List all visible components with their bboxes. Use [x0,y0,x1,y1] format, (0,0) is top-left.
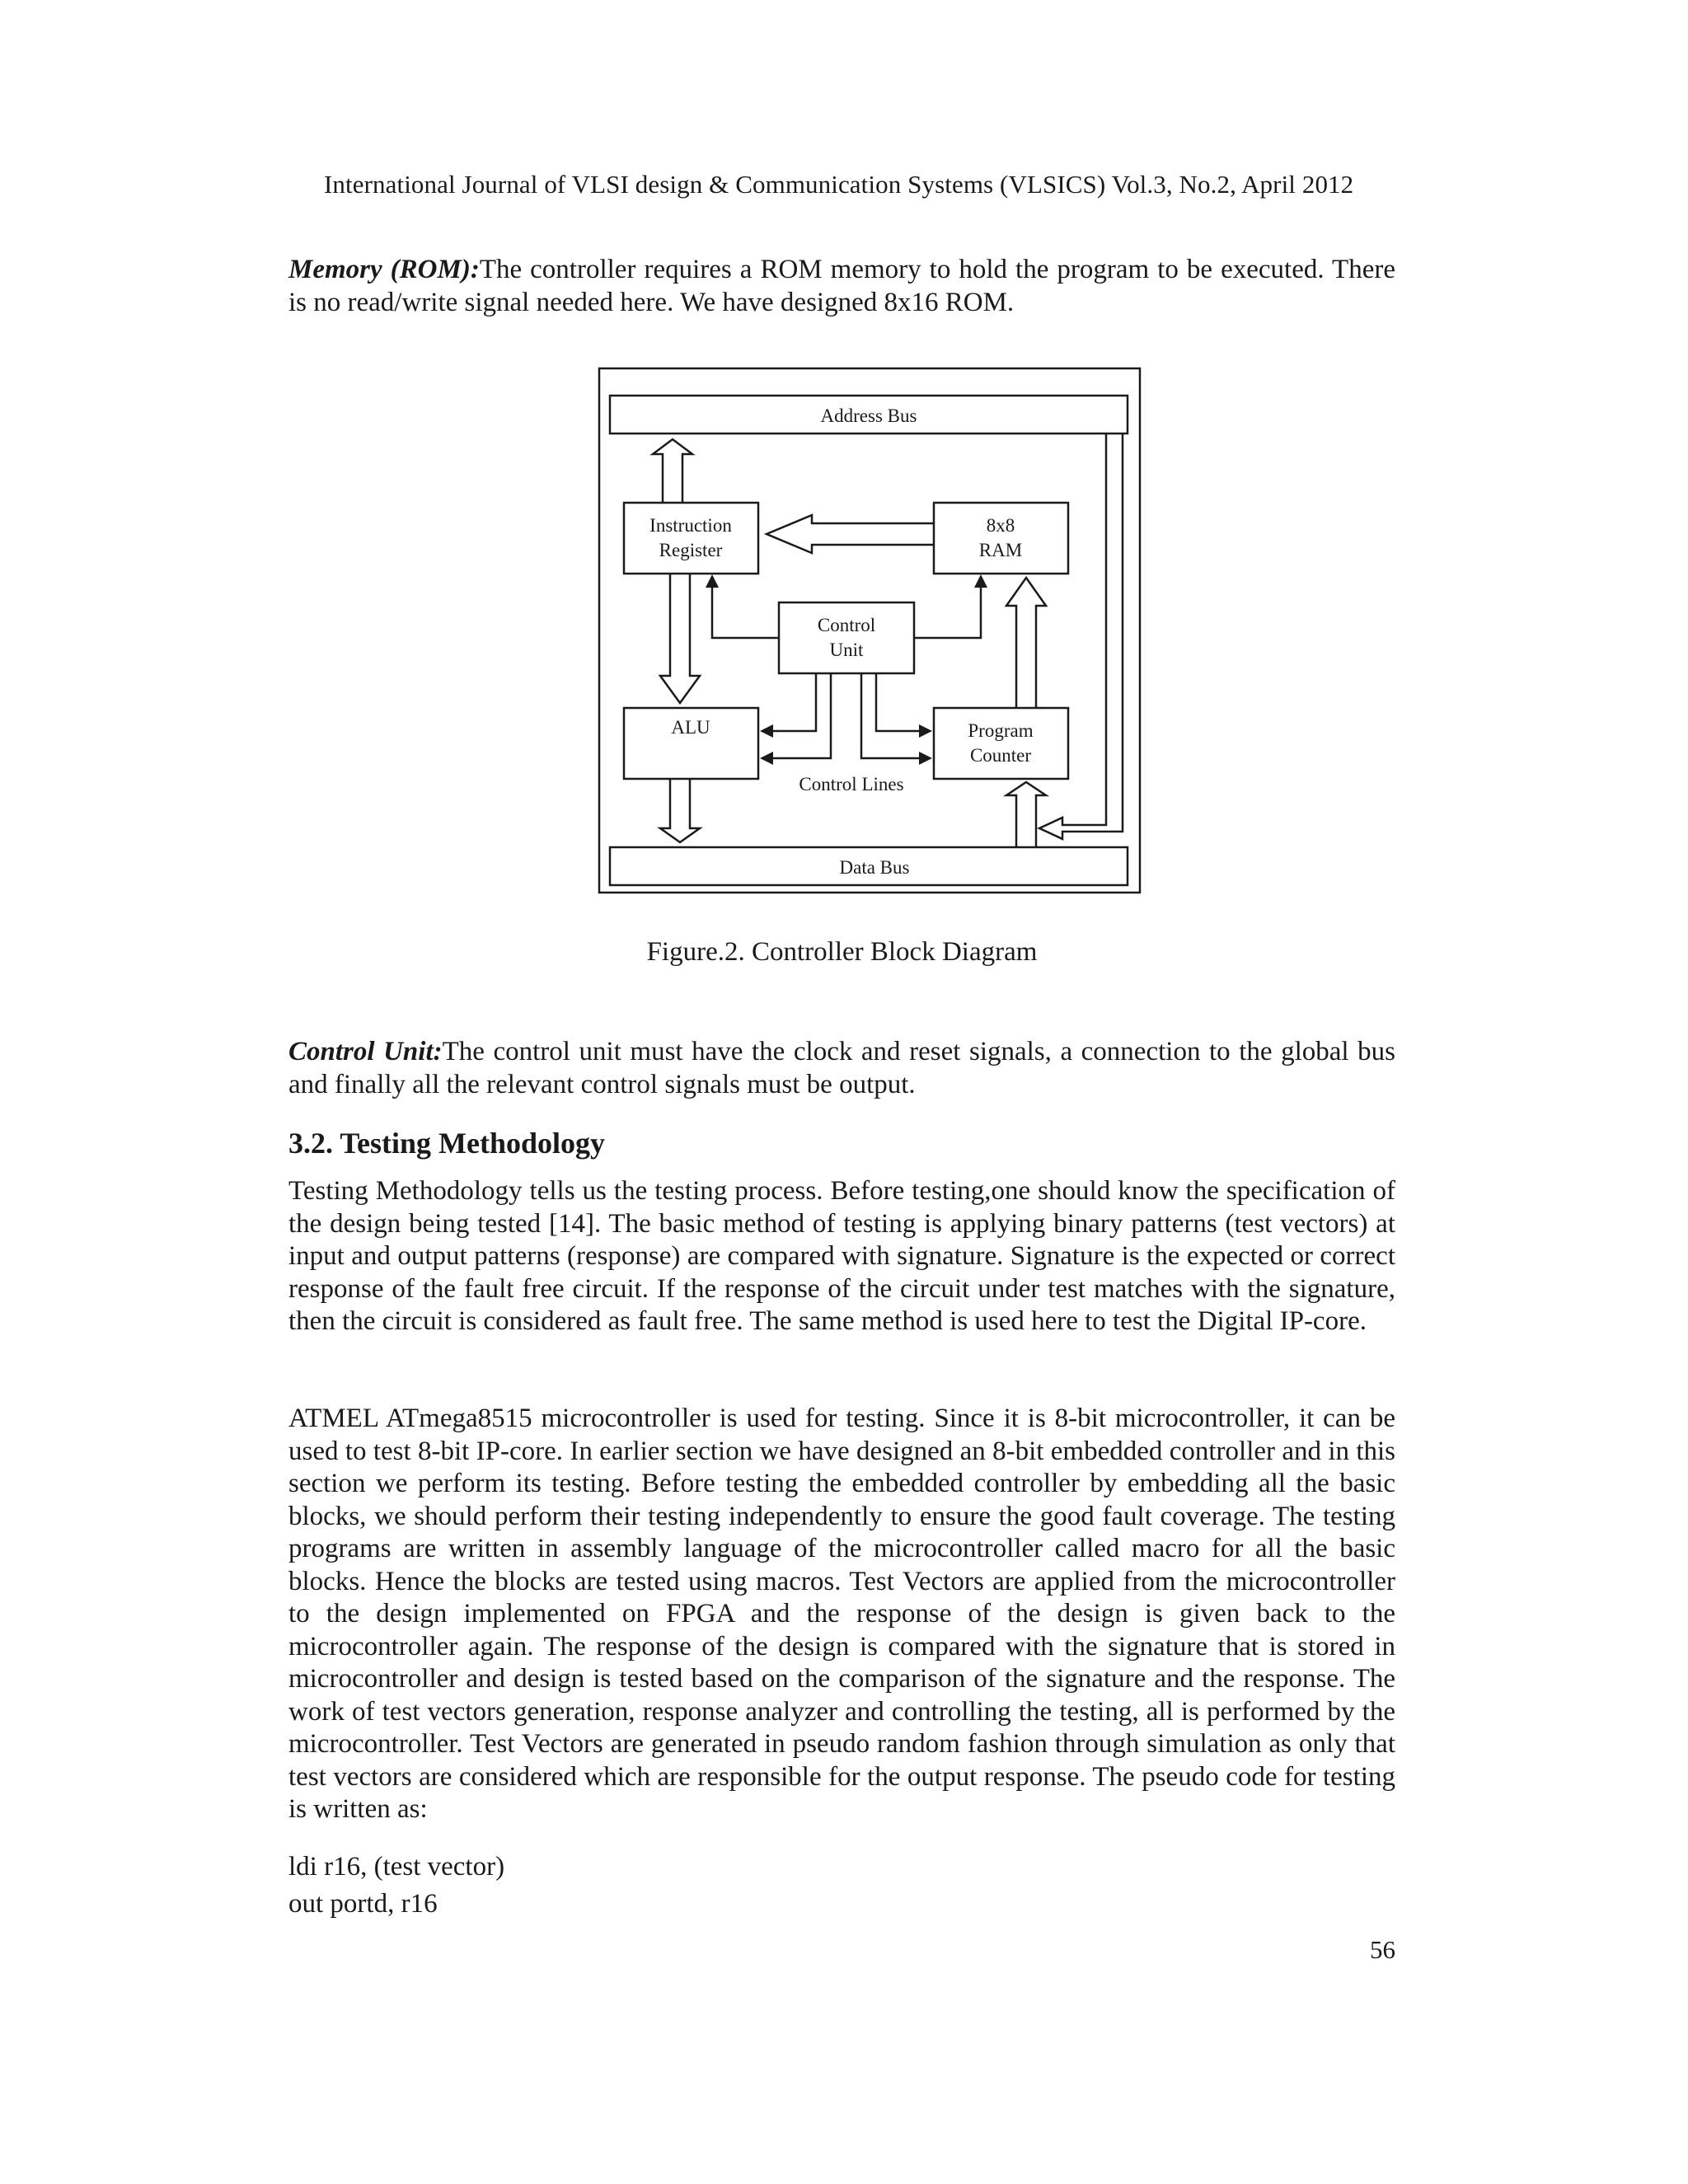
alu-label: ALU [671,717,710,738]
ram-label-1: 8x8 [986,515,1015,536]
control-to-pc-arrowhead-2 [919,752,932,765]
program-counter-box [934,708,1068,779]
ram-box [934,503,1068,574]
instruction-register-label-1: Instruction [649,515,732,536]
pc-to-ram-arrow [1006,578,1046,708]
ir-to-alu-arrow [660,574,700,703]
ir-to-address-bus-arrow [653,439,692,503]
control-unit-label-2: Unit [829,640,864,660]
address-bus-label: Address Bus [820,405,917,426]
control-to-alu-arrowhead-1 [760,724,773,738]
program-counter-label-2: Counter [969,745,1032,766]
control-to-ir-line [712,588,779,638]
control-to-pc-line-2 [861,673,919,758]
data-bus-label: Data Bus [839,857,910,878]
control-to-alu-line-1 [773,673,816,731]
block-diagram-svg [598,367,1142,894]
control-unit-label-1: Control [817,615,876,635]
controller-block-diagram [598,367,1142,894]
section-heading: 3.2. Testing Methodology [288,1127,606,1160]
testing-paragraph-1: Testing Methodology tells us the testing process. Before testing,one should know the specification of the design being tested [14]. The basic method of testing is applying binary patterns (test vectors) at input and output patterns (response) are compared with signature. Signature is the expected or correct response of the fault free circuit. If the response of the circuit under test matches with the signature, then the circuit is considered as fault free. The same method is used here to test the Digital IP-core. [288,1176,1395,1336]
code-line-2: out portd, r16 [288,1889,438,1919]
ram-label-2: RAM [978,540,1023,560]
alu-to-data-bus-arrow [660,779,700,842]
control-to-ram-arrowhead [974,574,987,588]
memory-rom-lead: Memory (ROM): [288,255,480,284]
data-bus-to-pc-arrow [1006,782,1046,847]
ram-to-ir-arrow [767,515,934,553]
control-to-alu-line-2 [773,673,831,758]
instruction-register-box [624,503,758,574]
code-line-1: ldi r16, (test vector) [288,1852,505,1882]
control-unit-lead: Control Unit: [288,1037,443,1066]
figure-caption: Figure.2. Controller Block Diagram [646,937,1038,967]
page-number: 56 [1370,1935,1395,1964]
control-unit-box [779,602,914,673]
control-to-alu-arrowhead-2 [760,752,773,765]
control-unit-paragraph [288,1036,1395,1101]
memory-rom-text: The controller requires a ROM memory to hold the program to be executed. There is no read/write signal needed here. We have designed 8x16 ROM. [288,255,1395,317]
memory-rom-paragraph [288,254,1395,319]
control-unit-text: The control unit must have the clock and reset signals, a connection to the global bus and finally all the relevant control signals must be output. [288,1037,1395,1099]
control-to-pc-arrowhead-1 [919,724,932,738]
running-header: International Journal of VLSI design & Communication Systems (VLSICS) Vol.3, No.2, April 2012 [324,170,1354,199]
control-to-pc-line-1 [876,673,919,731]
testing-paragraph-2: ATMEL ATmega8515 microcontroller is used for testing. Since it is 8-bit microcontroller, it can be used to test 8-bit IP-core. In earlier section we have designed an 8-bit embedded controller and in this section we perform its testing. Before testing the embedded controller by embedding all the basic blocks, we should perform their testing independently to ensure the good fault coverage. The testing programs are written in assembly language of the microcontroller called macro for all the basic blocks. Hence the blocks are tested using macros. Test Vectors are applied from the microcontroller to the design implemented on FPGA and the response of the design is given back to the microcontroller again. The response of the design is compared with the signature that is stored in microcontroller and design is tested based on the comparison of the signature and the response. The work of test vectors generation, response analyzer and controlling the testing, all is performed by the microcontroller. Test Vectors are generated in pseudo random fashion through simulation as only that test vectors are considered which are responsible for the output response. The pseudo code for testing is written as: [288,1404,1395,1824]
control-to-ir-arrowhead [706,574,719,588]
control-lines-label: Control Lines [799,774,904,794]
control-to-ram-line [914,588,981,638]
instruction-register-label-2: Register [659,540,723,560]
program-counter-label-1: Program [968,720,1034,741]
